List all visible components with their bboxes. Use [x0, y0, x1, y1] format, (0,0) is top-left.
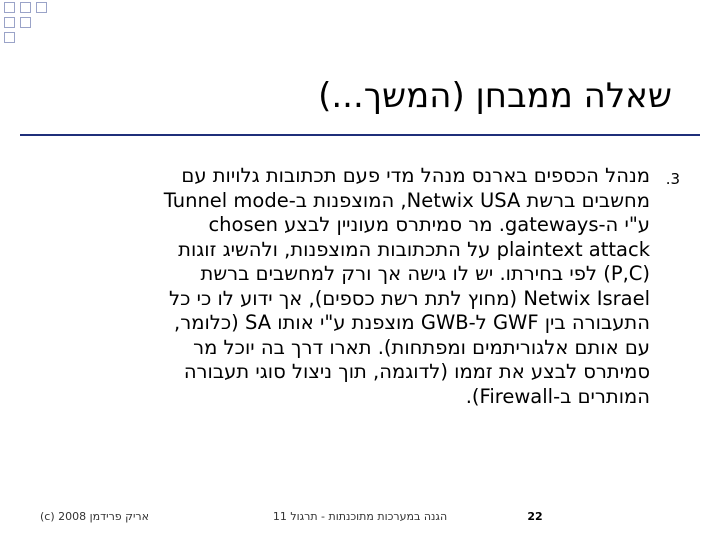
- body-line: עם אותם אלגוריתמים ומפתחות). תארו דרך בה יוכל מר: [193, 335, 650, 359]
- body-line: Netwix Israel (מחוץ לתת רשת כספים), אך ידוע לו כי כל: [169, 286, 650, 310]
- slide-body: [40, 164, 650, 409]
- body-line: plaintext attack על התכתובות המוצפנות, ולהשיג זוגות: [178, 237, 650, 261]
- body-line: (P,C) לפי בחירתו. יש לו גישה אך ורק למחשבים ברשת: [200, 262, 650, 285]
- title-divider: [20, 134, 700, 136]
- slide-title: שאלה ממבחן (המשך...): [318, 76, 672, 116]
- body-line: התעבורה בין GWF ל-GWB מוצפנת ע"י אותו SA (כלומר,: [174, 311, 650, 334]
- body-line: סמיתרס לבצע את זממו (לדוגמה, תוך ניצול סוגי תעבורה: [183, 360, 650, 383]
- body-line: המותרים ב-Firewall).: [465, 384, 650, 408]
- body-line: מחשבים ברשת Netwix USA, המוצפנות ב-Tunnel mode: [163, 188, 650, 212]
- body-line: ע"י ה-gateways. מר סמיתרס מעוניין לבצע chosen: [208, 213, 650, 236]
- body-line: מנהל הכספים בארנס מנהל מדי פעם תכתובות גלויות עם: [181, 164, 650, 187]
- bullet-number: .3: [665, 170, 680, 188]
- footer-course: הגנה במערכות מתוכנתות - תרגול 11: [272, 510, 448, 523]
- footer-author: אריק פרידמן 2008 (c): [40, 510, 149, 523]
- corner-decoration: [0, 0, 60, 45]
- page-number: 22: [527, 510, 543, 523]
